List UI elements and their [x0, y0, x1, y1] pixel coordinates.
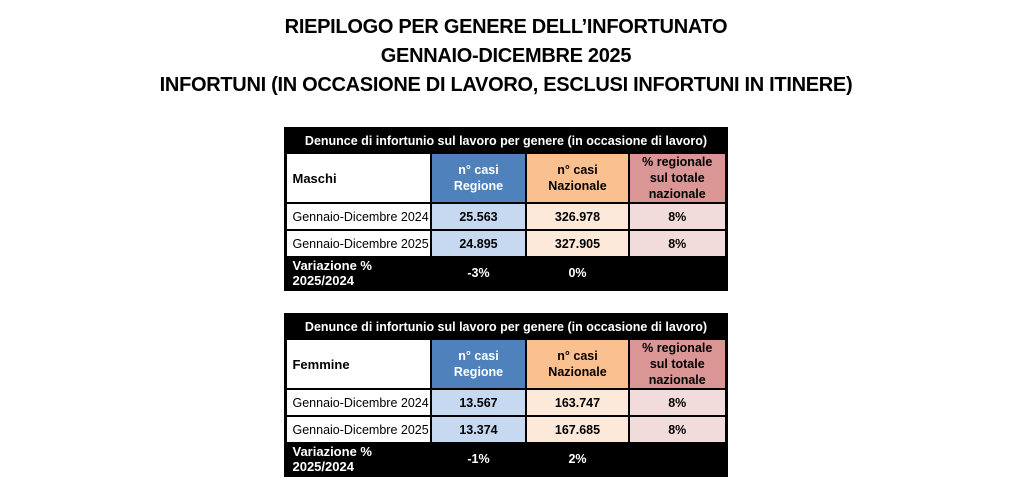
variation-nazionale: 2% [526, 443, 629, 476]
period-label: Gennaio-Dicembre 2024 [286, 389, 431, 416]
variation-pct [629, 257, 726, 290]
group-label-femmine: Femmine [286, 339, 431, 389]
col-header-regione: n° casi Regione [431, 339, 526, 389]
page-title [0, 0, 1012, 100]
nazionale-value: 327.905 [526, 230, 629, 257]
table-title-bar [286, 129, 726, 154]
injury-table-maschi [284, 127, 727, 291]
variation-label: Variazione % 2025/2024 [286, 443, 431, 476]
variation-pct [629, 443, 726, 476]
pct-value: 8% [629, 416, 726, 443]
title-line-2: GENNAIO-DICEMBRE 2025 [380, 45, 632, 67]
regione-value: 13.567 [431, 389, 526, 416]
regione-value: 13.374 [431, 416, 526, 443]
col-header-nazionale: n° casi Nazionale [526, 339, 629, 389]
table-row [286, 203, 726, 230]
pct-value: 8% [629, 389, 726, 416]
table-title-bar [286, 315, 726, 340]
title-line-1: RIEPILOGO PER GENERE DELL’INFORTUNATO [284, 16, 728, 38]
col-header-pct-regionale: % regionale sul totale nazionale [629, 153, 726, 203]
period-label: Gennaio-Dicembre 2024 [286, 203, 431, 230]
nazionale-value: 163.747 [526, 389, 629, 416]
col-header-pct-regionale: % regionale sul totale nazionale [629, 339, 726, 389]
table-title-bar-text: Denunce di infortunio sul lavoro per genere (in occasione di lavoro) [286, 129, 726, 154]
injury-table-femmine [284, 313, 727, 477]
table-row [286, 389, 726, 416]
table-title-bar-text: Denunce di infortunio sul lavoro per genere (in occasione di lavoro) [286, 315, 726, 340]
title-line-3: INFORTUNI (IN OCCASIONE DI LAVORO, ESCLUSI INFORTUNI IN ITINERE) [159, 74, 853, 96]
table-header-row [286, 153, 726, 203]
nazionale-value: 326.978 [526, 203, 629, 230]
period-label: Gennaio-Dicembre 2025 [286, 230, 431, 257]
period-label: Gennaio-Dicembre 2025 [286, 416, 431, 443]
table-row [286, 230, 726, 257]
variation-row [286, 257, 726, 290]
variation-label: Variazione % 2025/2024 [286, 257, 431, 290]
variation-row [286, 443, 726, 476]
regione-value: 25.563 [431, 203, 526, 230]
table-row [286, 416, 726, 443]
variation-nazionale: 0% [526, 257, 629, 290]
col-header-nazionale: n° casi Nazionale [526, 153, 629, 203]
pct-value: 8% [629, 230, 726, 257]
regione-value: 24.895 [431, 230, 526, 257]
group-label-maschi: Maschi [286, 153, 431, 203]
pct-value: 8% [629, 203, 726, 230]
variation-regione: -1% [431, 443, 526, 476]
table-header-row [286, 339, 726, 389]
variation-regione: -3% [431, 257, 526, 290]
nazionale-value: 167.685 [526, 416, 629, 443]
col-header-regione: n° casi Regione [431, 153, 526, 203]
